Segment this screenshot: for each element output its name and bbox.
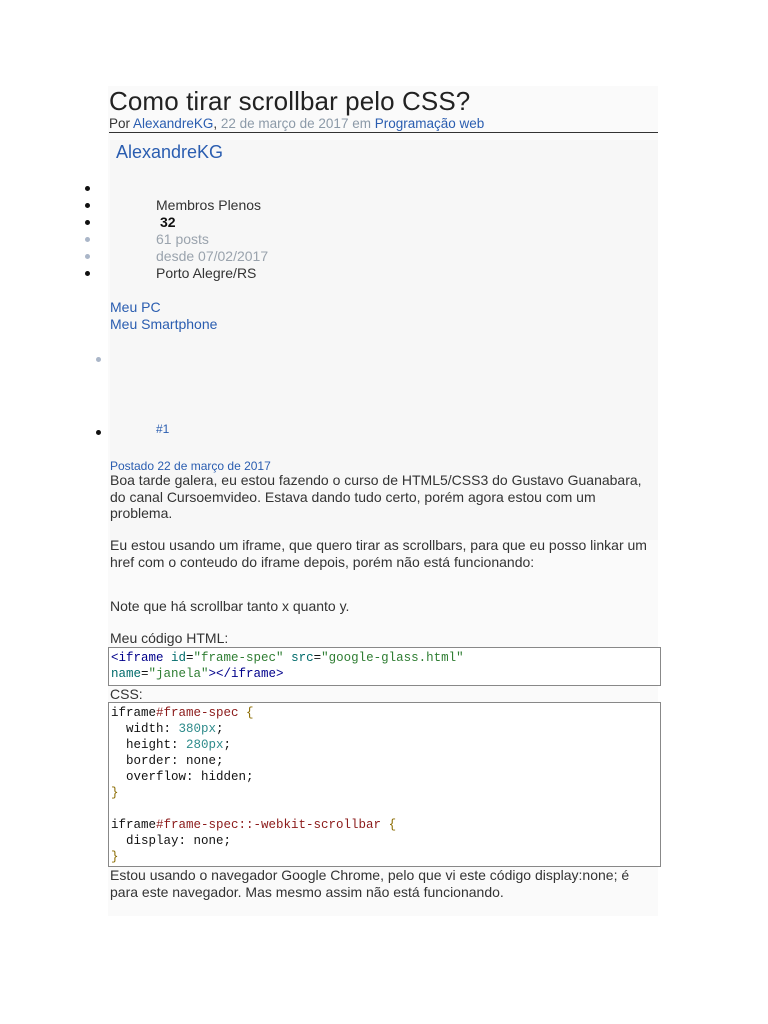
byline-in: em	[352, 116, 371, 131]
bullet-icon	[85, 237, 90, 242]
post-paragraph-2: Eu estou usando um iframe, que quero tirar as scrollbars, para que eu posso linkar um href com o conteudo do iframe depois, porém não está funcionando:	[110, 537, 647, 570]
css-code-label: CSS:	[110, 686, 143, 702]
bullet-icon	[85, 186, 90, 191]
post-paragraph-1: Boa tarde galera, eu estou fazendo o curso de HTML5/CSS3 do Gustavo Guanabara, do canal Cursoemvideo. Estava dando tudo certo, porém agora estou com um problema.	[110, 472, 642, 521]
author-link[interactable]: AlexandreKG	[133, 116, 214, 131]
bullet-icon	[85, 271, 90, 276]
page-title: Como tirar scrollbar pelo CSS?	[109, 86, 471, 116]
bullet-icon	[96, 430, 101, 435]
bullet-icon	[96, 357, 101, 362]
byline-prefix: Por	[109, 116, 131, 131]
html-code-block: <iframe id="frame-spec" src="google-glass.html" name="janela"></iframe>	[108, 647, 661, 686]
css-code-block: iframe#frame-spec { width: 380px; height: 280px; border: none; overflow: hidden; } iframe#frame-spec::-webkit-scrollbar { display: none; }	[108, 702, 661, 867]
member-group: Membros Plenos	[156, 197, 262, 213]
location: Porto Alegre/RS	[156, 265, 257, 281]
category-link[interactable]: Programação web	[374, 116, 485, 131]
member-since: desde 07/02/2017	[156, 248, 269, 264]
post-number-link[interactable]: #1	[156, 422, 170, 436]
post-date: 22 de março de 2017	[220, 116, 349, 131]
html-code-label: Meu código HTML:	[110, 630, 229, 646]
bullet-icon	[85, 203, 90, 208]
bullet-icon	[85, 254, 90, 259]
post-paragraph-4: Estou usando o navegador Google Chrome, pelo que vi este código display:none; é para este navegador. Mas mesmo assim não está funcionando.	[110, 867, 630, 900]
reputation-count: 32	[160, 214, 176, 230]
byline-sep: ,	[213, 116, 218, 131]
device-link-smartphone[interactable]: Meu Smartphone	[110, 316, 218, 332]
author-name-link[interactable]: AlexandreKG	[116, 142, 224, 162]
post-paragraph-3: Note que há scrollbar tanto x quanto y.	[110, 598, 350, 614]
byline	[109, 116, 658, 133]
bullet-icon	[85, 220, 90, 225]
post-count: 61 posts	[156, 231, 209, 247]
posted-date: Postado 22 de março de 2017	[110, 459, 271, 473]
device-link-pc[interactable]: Meu PC	[110, 299, 161, 315]
